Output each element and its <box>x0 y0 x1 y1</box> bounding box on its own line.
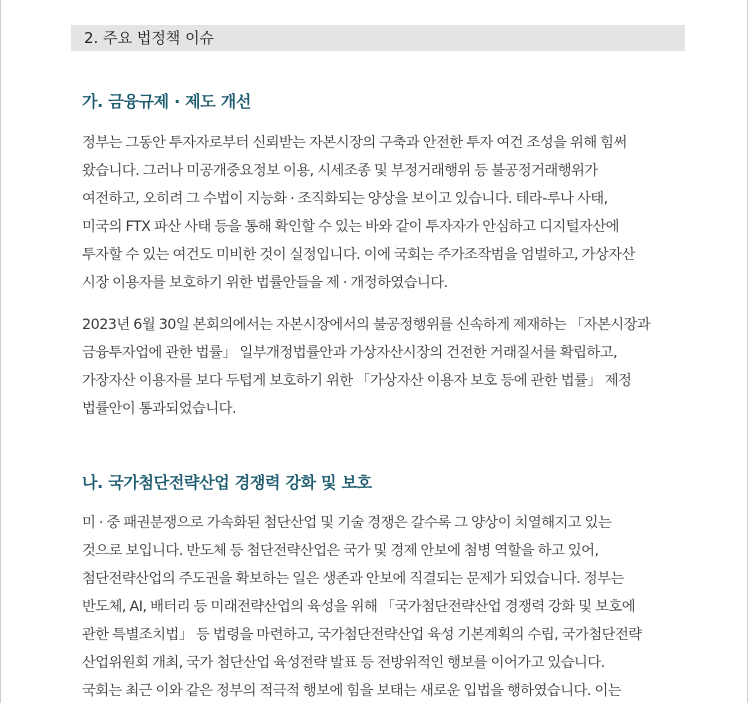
paragraph-line: 금융투자업에 관한 법률」 일부개정법률안과 가상자산시장의 건전한 거래질서를 확립하고, <box>82 345 618 361</box>
paragraph-line: 것으로 보입니다. 반도체 등 첨단전략산업은 국가 및 경제 안보에 첨병 역할을 하고 있어, <box>82 543 599 559</box>
paragraph-line: 여전하고, 오히려 그 수법이 지능화 · 조직화되는 양상을 보이고 있습니다. 테라-루나 사태, <box>82 191 608 207</box>
paragraph-line: 시장 이용자를 보호하기 위한 법률안들을 제 · 개정하였습니다. <box>82 275 448 291</box>
paragraph-line: 미 · 중 패권분쟁으로 가속화된 첨단산업 및 기술 경쟁은 갈수록 그 양상이 치열해지고 있는 <box>82 515 612 531</box>
subsection-heading-1: 가. 금융규제 · 제도 개선 <box>82 92 252 111</box>
paragraph-line: 정부는 그동안 투자자로부터 신뢰받는 자본시장의 구축과 안전한 투자 여건 조성을 위해 힘써 <box>82 135 627 151</box>
subsection-heading-2: 나. 국가첨단전략산업 경쟁력 강화 및 보호 <box>82 473 372 492</box>
paragraph-line: 왔습니다. 그러나 미공개중요정보 이용, 시세조종 및 부정거래행위 등 불공정거래행위가 <box>82 163 598 179</box>
paragraph-1 <box>82 129 669 297</box>
paragraph-2 <box>82 311 669 423</box>
paragraph-line: 2023년 6월 30일 본회의에서는 자본시장에서의 불공정행위를 신속하게 제재하는 「자본시장과 <box>82 317 651 333</box>
section-title-bar <box>71 25 685 51</box>
paragraph-line: 미국의 FTX 파산 사태 등을 통해 확인할 수 있는 바와 같이 투자자가 안심하고 디지털자산에 <box>82 219 619 235</box>
paragraph-line: 가장자산 이용자를 보다 두텁게 보호하기 위한 「가상자산 이용자 보호 등에 관한 법률」 제정 <box>82 373 632 389</box>
paragraph-line: 산업위원회 개최, 국가 첨단산업 육성전략 발표 등 전방위적인 행보를 이어가고 있습니다. <box>82 655 605 671</box>
paragraph-line: 국회는 최근 이와 같은 정부의 적극적 행보에 힘을 보태는 새로운 입법을 행하였습니다. 이는 <box>82 683 622 699</box>
section-title: 2. 주요 법정책 이슈 <box>84 29 215 47</box>
paragraph-line: 법률안이 통과되었습니다. <box>82 401 237 417</box>
paragraph-line: 관한 특별조치법」 등 법령을 마련하고, 국가첨단전략산업 육성 기본계획의 수립, 국가첨단전략 <box>82 627 642 643</box>
paragraph-line: 첨단전략산업의 주도권을 확보하는 일은 생존과 안보에 직결되는 문제가 되었습니다. 정부는 <box>82 571 624 587</box>
paragraph-line: 투자할 수 있는 여건도 미비한 것이 실정입니다. 이에 국회는 주가조작범을 엄벌하고, 가상자산 <box>82 247 635 263</box>
paragraph-3 <box>82 509 669 705</box>
paragraph-line: 반도체, AI, 배터리 등 미래전략산업의 육성을 위해 「국가첨단전략산업 경쟁력 강화 및 보호에 <box>82 599 636 615</box>
